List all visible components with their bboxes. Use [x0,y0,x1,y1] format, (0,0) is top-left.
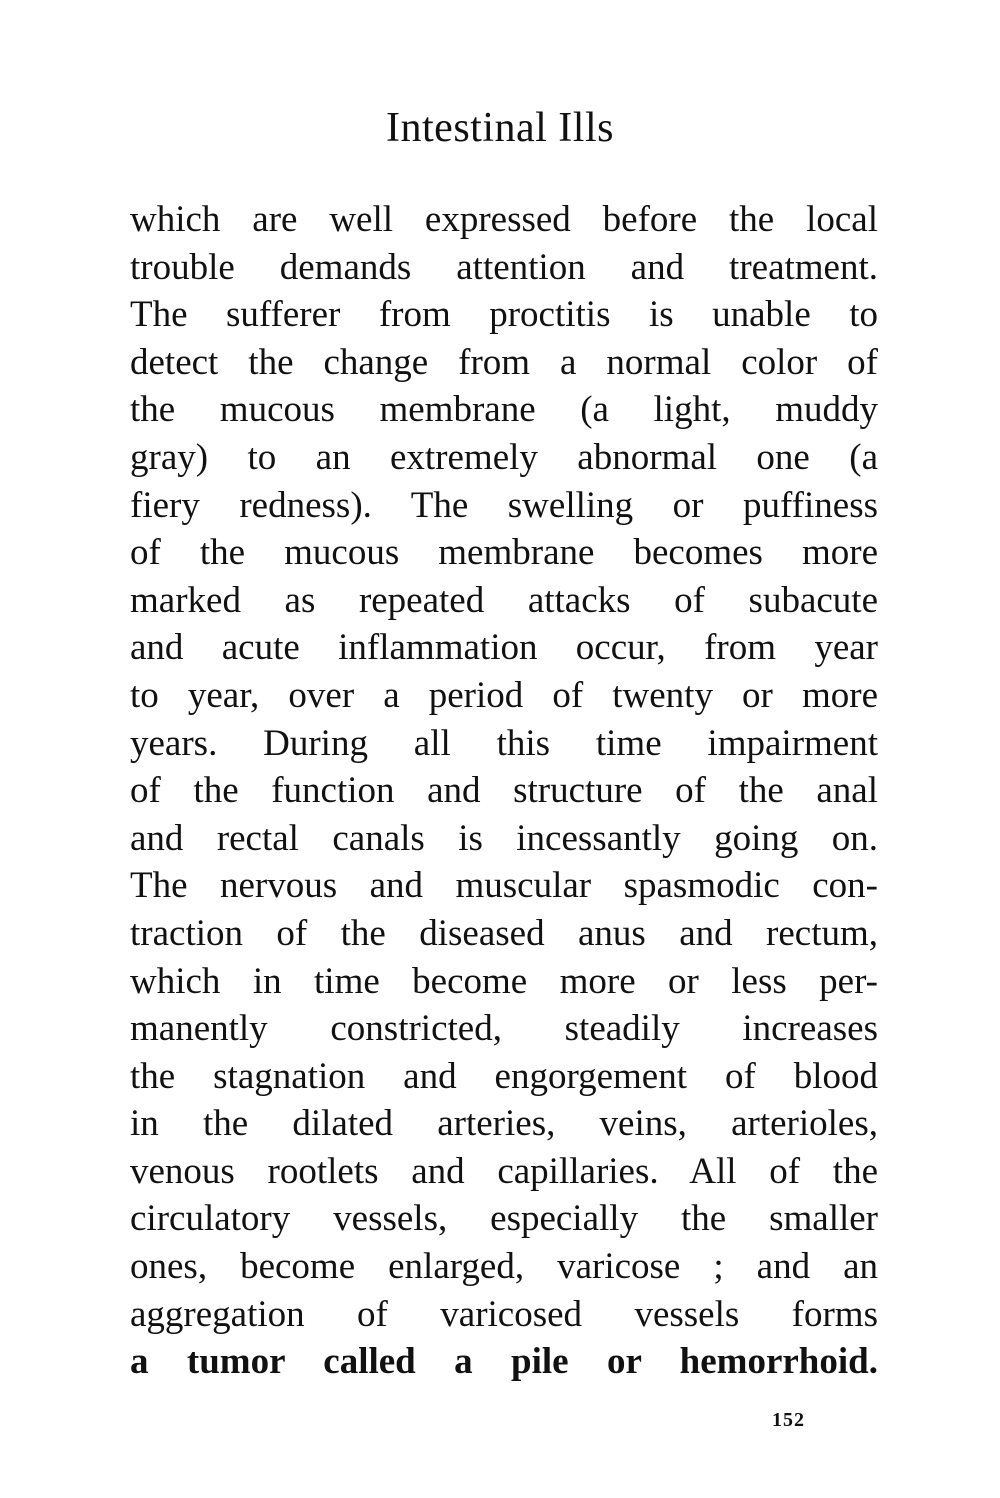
text-line: The sufferer from proctitis is unable to [130,294,878,336]
body-text [130,196,878,1386]
text-line: circulatory vessels, especially the smaller [130,1198,878,1240]
running-head: Intestinal Ills [386,105,614,151]
text-line: trouble demands attention and treatment. [130,246,878,288]
text-line: the stagnation and engorgement of blood [130,1055,878,1097]
text-line: marked as repeated attacks of subacute [130,579,878,621]
text-line: traction of the diseased anus and rectum, [130,912,878,954]
text-line: years. During all this time impairment [130,722,878,764]
text-line: detect the change from a normal color of [130,341,878,383]
text-line: and acute inflammation occur, from year [130,627,878,669]
page-number: 152 [772,1409,805,1431]
text-line: aggregation of varicosed vessels forms [130,1293,878,1335]
text-line: and rectal canals is incessantly going on. [130,817,878,859]
text-line: of the function and structure of the anal [130,770,878,812]
text-line: venous rootlets and capillaries. All of the [130,1150,878,1192]
text-line: fiery redness). The swelling or puffiness [130,484,878,526]
text-line: a tumor called a pile or hemorrhoid. [130,1341,878,1383]
text-line: ones, become enlarged, varicose ; and an [130,1246,878,1288]
text-line: of the mucous membrane becomes more [130,532,878,574]
text-line: manently constricted, steadily increases [130,1008,878,1050]
text-line: The nervous and muscular spasmodic con- [130,865,878,907]
text-line: gray) to an extremely abnormal one (a [130,436,878,478]
text-line: the mucous membrane (a light, muddy [130,389,878,431]
text-line: which in time become more or less per- [130,960,878,1002]
text-line: in the dilated arteries, veins, arterioles, [130,1103,878,1145]
text-line: to year, over a period of twenty or more [130,674,878,716]
text-line: which are well expressed before the local [130,199,878,240]
